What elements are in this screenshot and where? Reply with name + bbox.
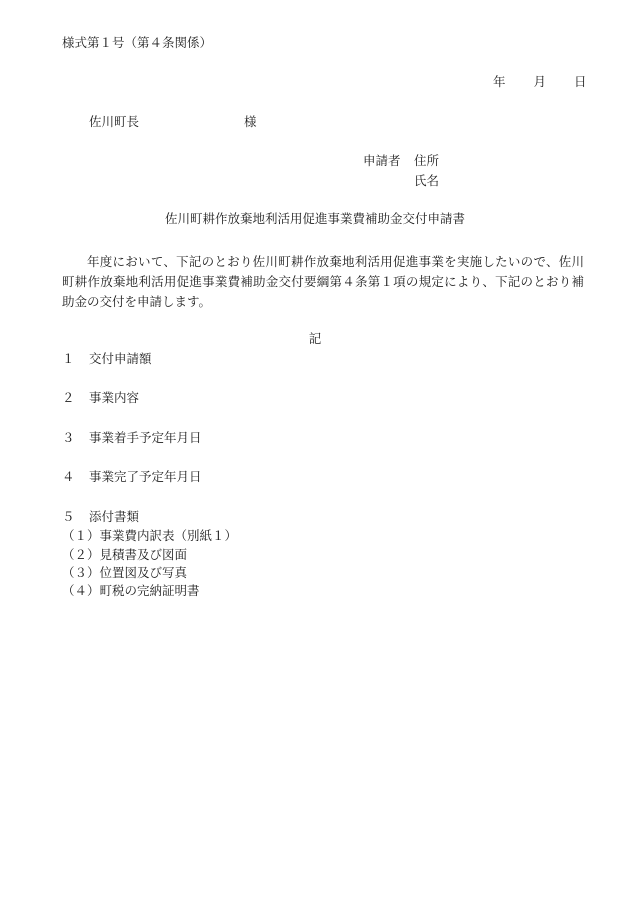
item-project-content: [62, 392, 139, 405]
item-number: １: [62, 351, 75, 366]
item-label: 事業完了予定年月日: [89, 469, 202, 484]
applicant-label: 申請者: [363, 153, 401, 168]
attachment-item: （３）位置図及び写真: [62, 565, 188, 580]
addressee-honorific: 様: [244, 114, 257, 129]
addressee-line: [89, 116, 257, 129]
applicant-address-label: 住所: [414, 153, 440, 168]
item-label: 添付書類: [89, 509, 140, 524]
form-number: 様式第１号（第４条関係）: [62, 35, 213, 50]
item-grant-amount: [62, 353, 152, 366]
applicant-name-label: 氏名: [414, 173, 440, 188]
item-number: ４: [62, 469, 75, 484]
document-title: 佐川町耕作放棄地利活用促進事業費補助金交付申請書: [164, 211, 465, 226]
attachment-item: （１）事業費内訳表（別紙１）: [62, 528, 238, 543]
item-label: 事業内容: [89, 390, 140, 405]
attachment-item: （２）見積書及び図面: [62, 547, 188, 562]
item-label: 事業着手予定年月日: [89, 430, 202, 445]
item-number: ２: [62, 390, 75, 405]
date-day-label: 日: [574, 74, 587, 89]
attachment-item: （４）町税の完納証明書: [62, 583, 200, 598]
ki-heading: 記: [308, 331, 322, 346]
body-paragraph: 年度において、下記のとおり佐川町耕作放棄地利活用促進事業を実施したいので、佐川町耕作放棄地利活用促進事業費補助金交付要綱第４条第１項の規定により、下記のとおり補助金の交付を申請します。: [62, 254, 584, 309]
addressee-name: 佐川町長: [89, 114, 140, 129]
item-start-date: [62, 432, 202, 445]
item-completion-date: [62, 471, 202, 484]
item-attachments: [62, 511, 139, 524]
item-label: 交付申請額: [89, 351, 152, 366]
item-number: ５: [62, 509, 75, 524]
date-month-label: 月: [533, 74, 547, 89]
item-number: ３: [62, 430, 75, 445]
date-line: [493, 76, 587, 89]
date-year-label: 年: [493, 74, 506, 89]
